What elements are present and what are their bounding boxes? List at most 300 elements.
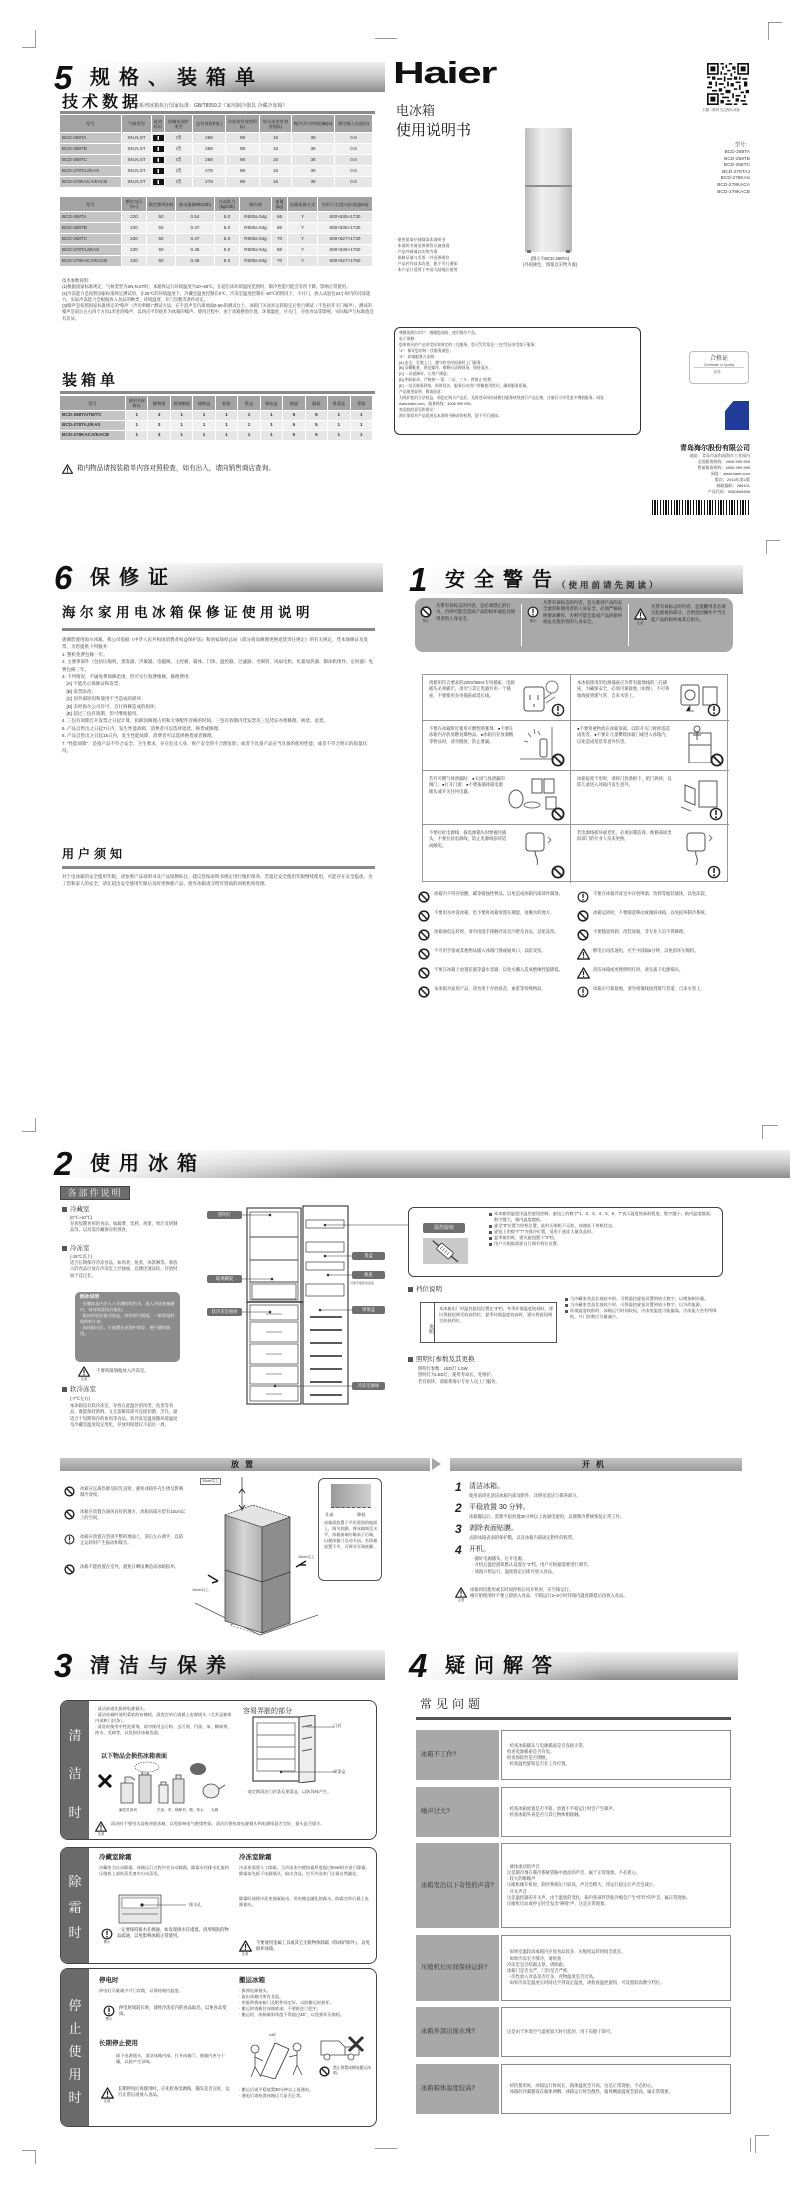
legend-text: 凡带有该标志的内容，是必须禁止的行为，否则可能会造成产品的损坏或危及使用者的人身安全。 bbox=[436, 603, 516, 621]
table-cell: 98 bbox=[226, 133, 260, 143]
certification-badge-icon bbox=[725, 401, 749, 430]
table-cell: 3 bbox=[148, 431, 170, 440]
safety-card-text: 若有可燃气体泄漏时：●关闭气体泄漏的阀门；●打开门窗；●不要拔插冰箱电源插头或开关任何电器。 bbox=[429, 776, 505, 794]
cleaner-label: 碱性洗涤剂 bbox=[119, 1808, 137, 1812]
safety-item-text: 不要用水冲洗冰箱，也不要将冰箱放置在潮湿、易溅水的地方。 bbox=[434, 910, 555, 915]
faq-question: 冰箱不工作? bbox=[416, 1730, 499, 1780]
table-cell: 5.0 bbox=[215, 245, 240, 255]
table-header-cell: 气候类型 bbox=[122, 115, 152, 132]
gear-tips bbox=[565, 1296, 723, 1320]
placement-item-text: 冰箱应远离热源及阳光直射，避免冰箱外壳生锈及影响制冷效果。 bbox=[80, 1486, 184, 1498]
step-number: 4 bbox=[455, 1543, 462, 1557]
long-term-title: 长期停止使用 bbox=[99, 2040, 138, 2047]
open-fridge-illustration bbox=[251, 1715, 335, 1783]
warranty-terms bbox=[62, 636, 374, 755]
lower-label: 降低 bbox=[357, 1512, 366, 1517]
warranty-term: 3. 下列情况，不属免费保修范围，但可实行收费维修，修理费用： bbox=[62, 674, 194, 680]
notice-line: 海尔保留对产品改进及本说明书修改的权利，恕不另行通知。 bbox=[399, 413, 502, 418]
cleaning-instruction: · 清洗时使用中性洗涤剂，请勿使用去污粉、去污剂、汽油、苯、稀释剂、热水、毛刷等，以免损坏冰箱表面。 bbox=[95, 1724, 232, 1735]
moving-prohibition: 禁止倒置或横放搬运冰箱。 bbox=[333, 2066, 371, 2075]
legend-text: 凡带有该标志的内容，是关系到产品的安全使用和使用者的人身安全，必须严格按照要求操作，否则可能会造成产品的损坏或危及使用者的人身安全。 bbox=[543, 600, 623, 625]
side-char: 洁 bbox=[68, 1766, 82, 1781]
table-row bbox=[60, 256, 373, 267]
table-cell: 5 bbox=[283, 411, 305, 420]
legend-label: 禁止 bbox=[422, 619, 430, 623]
table-cell: Y bbox=[288, 212, 318, 222]
table-header-cell: 电源连接方式 bbox=[288, 197, 318, 211]
section-number: 4 bbox=[409, 1647, 428, 1684]
table-row bbox=[60, 223, 373, 234]
step-number: 2 bbox=[455, 1501, 462, 1515]
divider bbox=[62, 866, 375, 869]
quality-certificate bbox=[689, 351, 749, 384]
faq-answer-line: · 如果室温较高或箱内存放食品较多，压缩机运转时间会延长。 bbox=[507, 1949, 626, 1955]
safety-card-text: ●不要将重物放在冰箱顶部，以防开关门时掉落造成伤害。●不要让儿童攀爬冰箱门或进入冰箱内，以免造成窒息等意外伤害。 bbox=[577, 726, 670, 744]
note-paragraph: 技术参数说明： bbox=[62, 278, 93, 283]
model-number: BCD-268TA bbox=[724, 150, 750, 155]
faq-answer-line: 这是制冷剂在制冷系统管路中流动的声音，属于正常现象，不必担心。 bbox=[507, 1869, 641, 1875]
notice-line: [E] 一站式服务到家，即时回访，服务后向用户讲解使用常识，确保服务质量。 bbox=[399, 384, 530, 389]
moving-instruction: · 搬运时，冰箱倾斜角度不得超过45°，以免损坏压缩机。 bbox=[239, 2012, 345, 2017]
table-cell bbox=[152, 155, 165, 165]
safety-item bbox=[418, 985, 568, 1003]
side-char: 霜 bbox=[68, 1900, 82, 1915]
prohibited-icon bbox=[418, 929, 430, 941]
raise-label: 升高 bbox=[325, 1512, 334, 1517]
section-header bbox=[405, 561, 743, 598]
soft-freezer-desc: 本冰箱设有软冷冻室，存放在此温区的肉类、鱼类等食品，既能保持新鲜，又无需解冻即可直接切割、烹饪，最适合于短期保存的鱼肉等食品。软冷冻室温度随环境温度及冷藏室温度设定变化，存放时间建议不超过一周。 bbox=[70, 1403, 178, 1427]
caution-icon bbox=[101, 2087, 114, 2099]
table-cell: 1 bbox=[351, 411, 373, 420]
side-char: 时 bbox=[68, 1925, 82, 1940]
gear-box-text: 本冰箱出厂时温控旋钮设置在“3”档。冬季环境温度较低时，建议将旋钮调至较高档位；夏季环境温度较高时，建议将旋钮调至较低档位。 bbox=[439, 1306, 553, 1323]
caution-icon bbox=[95, 1821, 107, 1832]
table-cell: 1 bbox=[216, 411, 238, 420]
harmful-cleaners-illustration bbox=[95, 1761, 235, 1807]
section-title: 疑问解答 bbox=[445, 1655, 561, 1677]
moving-instruction: · 搬运时请握住冰箱底部，不要抓住门把手。 bbox=[239, 2006, 322, 2011]
company-details bbox=[620, 453, 750, 495]
bottle-rack-note: 可调节瓶座的高度 bbox=[350, 1281, 375, 1285]
startup-caution bbox=[470, 1587, 740, 1600]
table-cell: 0.45 bbox=[176, 245, 215, 255]
table-cell: 16 bbox=[260, 166, 292, 176]
table-cell: I类 bbox=[165, 166, 193, 176]
table-cell: BCD-268TA bbox=[60, 133, 122, 143]
step-title: 平稳放置 30 分钟。 bbox=[469, 1504, 530, 1511]
safety-list-right bbox=[577, 890, 730, 1005]
fridge-defrost-title: 冷藏室除霜 bbox=[99, 1854, 132, 1861]
label-crisper: 果菜盒 bbox=[352, 1306, 385, 1314]
faq-question: 压缩机长时间保持运转? bbox=[416, 1935, 499, 2001]
crisper-label: 果菜盒 bbox=[333, 1769, 346, 1774]
table-cell: 50 bbox=[147, 223, 176, 233]
table-cell: 16 bbox=[260, 133, 292, 143]
table-cell: BCD-278TAJ/KAS bbox=[60, 166, 122, 176]
table-cell: 600×635×1730 bbox=[318, 223, 373, 233]
safety-item-text: 冰箱通电运转时，请勿用湿手接触冷冻室内壁及食品，以免冻伤。 bbox=[434, 929, 559, 934]
legend-text: 凡带有该标志的内容，是提醒用者必须引起重视的部分，否则会因操作不当引起产品的损坏或其它损失。 bbox=[651, 604, 726, 622]
placement-item-text: 冰箱不能放置在室外，避免日晒雨淋造成冰箱损坏。 bbox=[80, 1564, 179, 1569]
placement-item bbox=[64, 1533, 186, 1551]
table-cell: 16 bbox=[260, 177, 292, 187]
section-title: 规格、装箱单 bbox=[90, 67, 264, 89]
thermostat-knob-image bbox=[423, 1238, 468, 1264]
bullet-item: · 本说明书请妥善保管以备查阅 bbox=[395, 243, 450, 248]
safety-card bbox=[423, 825, 571, 883]
faq-answer bbox=[501, 1843, 731, 1928]
safety-card bbox=[571, 825, 729, 883]
table-cell: Y bbox=[288, 256, 318, 266]
thermostat-instruction: 旋钮上的数字“7”为强冷位置，适用于速冻大量食品时。 bbox=[489, 1229, 717, 1235]
table-header-cell: 噪声(声功率级)dB(A) bbox=[292, 115, 335, 132]
table-header-cell: 果菜盒 bbox=[328, 396, 350, 410]
table-cell: R600a 54g bbox=[240, 212, 272, 222]
certificate-inspector: 检验： bbox=[713, 370, 725, 374]
faq-answer-line: 冷冻室是否结霜太厚，请除霜。 bbox=[507, 1961, 568, 1967]
cleaner-label: 汽油、苯、稀释剂、酸、热水 bbox=[157, 1808, 204, 1812]
table-header-row bbox=[60, 115, 373, 133]
fridge-compartment-desc: 存放短期食用的食品，如蔬菜、饮料、鸡蛋、果汁及奶制品等，以及需冷藏保存的熟食。 bbox=[70, 1221, 178, 1233]
table-cell: 600×627×1730 bbox=[318, 234, 373, 244]
safety-illustration-grid bbox=[422, 674, 728, 882]
damage-warning-title: 以下物品会损伤冰箱表面 bbox=[101, 1754, 168, 1760]
tech-table-2 bbox=[60, 197, 373, 267]
certificate-title: 合格证 bbox=[709, 356, 728, 362]
fridge-defrost-text: 冷藏室为自动除霜，冰箱运行过程中会自动除霜，除霜水经排水孔流到压缩机上部的蒸发皿中自动蒸发。 bbox=[99, 1865, 229, 1876]
placement-item bbox=[64, 1508, 186, 1526]
side-char: 使 bbox=[68, 2044, 82, 2059]
prohibited-icon bbox=[551, 865, 565, 879]
product-name: 电冰箱 bbox=[396, 103, 436, 118]
table-cell: R600a 54g bbox=[240, 234, 272, 244]
safety-card bbox=[571, 675, 729, 721]
faq-answer bbox=[501, 1935, 731, 2001]
user-notice-text: 对于电冰箱的安全使用年限，请参照产品说明书及产品铭牌标注。建议您按说明书规定进行维护保养，若超过安全使用年限继续使用，可能存在安全隐患。为了您和家人的安全，请在超出安全使用年限后及时更换新产品，废弃冰箱请交给有资质的回收机构处理。 bbox=[62, 874, 373, 886]
warning-icon bbox=[577, 986, 589, 998]
table-cell: 220 bbox=[122, 223, 147, 233]
faq-answer-line: · 如果冷冻室不够冷，请检查： bbox=[507, 1955, 566, 1961]
safety-card bbox=[571, 771, 729, 825]
freezer-defrost-text: 冷冻室需要人工除霜，当冷冻室内壁结霜厚度超过5mm时应进行除霜。除霜前先拔下电源插头，取出食品，打开冷冻室门让霜自然融化。 bbox=[239, 1865, 370, 1876]
leveling-text: 冰箱需放置于平坦坚固的地面上，调节底脚，将冰箱调至水平，冰箱前端应略高于后端，以便冰箱门自动关闭。若冰箱放置不平，可调节可调底脚。 bbox=[324, 1520, 378, 1549]
thermostat-box bbox=[408, 1207, 723, 1277]
model-number: BCD-278KAS bbox=[720, 176, 750, 182]
table-cell: 1 bbox=[238, 411, 260, 420]
table-cell: SN,N,ST bbox=[122, 155, 152, 165]
table-header-cell: 型号 bbox=[60, 396, 126, 410]
table-cell: BCD-278KACA/KACB bbox=[60, 256, 122, 266]
safety-item-text: 不要在冰箱冷冻室中存放啤酒、饮料等瓶装液体，以免冻裂。 bbox=[593, 891, 710, 896]
warning-icon bbox=[707, 865, 721, 879]
soft-freezer-temp: (-7℃左右) bbox=[70, 1396, 91, 1401]
table-cell: BCD-278KACA/KACB bbox=[60, 431, 126, 440]
caution-icon bbox=[634, 608, 647, 620]
warranty-term: [C] 因外部原因和使用不当造成的损坏； bbox=[62, 696, 146, 702]
caution-icon bbox=[239, 1940, 252, 1952]
page-warranty bbox=[0, 540, 395, 940]
warning-icon bbox=[707, 703, 721, 717]
page-specifications bbox=[0, 0, 390, 530]
section-header bbox=[50, 559, 383, 596]
page-faq bbox=[395, 1640, 802, 2193]
thermostat-instructions bbox=[489, 1211, 717, 1247]
company-name: 青岛海尔股份有限公司 bbox=[680, 445, 750, 452]
label-lamp: 照明灯 bbox=[207, 1211, 242, 1219]
truck-prohibited-illustration bbox=[319, 2033, 367, 2063]
model-list bbox=[680, 150, 750, 196]
fridge-base-image bbox=[331, 1484, 371, 1508]
moving-instruction: · 取出冰箱内所有食品。 bbox=[239, 1994, 284, 1999]
table-cell: BCD-268TA bbox=[60, 212, 122, 222]
table-cell bbox=[152, 166, 165, 176]
table-cell: 600×627×1750 bbox=[318, 256, 373, 266]
caution-icon bbox=[455, 1587, 467, 1598]
step-desc: 冰箱搬运后，需要平稳放置30分钟以上再通电使用，以便制冷系统恢复正常工作。 bbox=[469, 1514, 625, 1519]
faq-answer bbox=[501, 2064, 731, 2114]
fridge-compartment-temp: (0℃~10℃) bbox=[70, 1215, 93, 1220]
table-cell: I类 bbox=[165, 133, 193, 143]
warning-label: 警示 bbox=[103, 1940, 111, 1944]
faq-question: 冰箱箱体温度较高? bbox=[416, 2064, 499, 2114]
company-detail-line: 网址：www.haier.com bbox=[711, 471, 750, 476]
warranty-term: [A] 不能出示保修证和发票； bbox=[62, 681, 123, 687]
note-paragraph: (3)噪声是按照国家标准规定的“噪声（声功率级）”测试方法，在半消声室内离地面0.5m的测试台上，冰箱门关闭并运转稳定后进行测试（不包括开关门噪声）。测试的噪声是前后左右四个方向1米处的噪声，以四点平均值作为冰箱的噪声。使用过程中，由于冰箱摆放位置、环境温度、开关门、存放食品等影响，实际噪声与标准值会有差异。 bbox=[62, 303, 374, 321]
step-title: 剥除表面贴膜。 bbox=[469, 1525, 518, 1532]
table-cell: 1 bbox=[328, 421, 350, 430]
safety-item-text: 本冰箱为家用产品，请勿用于存放疫苗、血浆等特殊物品。 bbox=[434, 986, 546, 991]
dirty-parts-note: · 请定期清洁门封条及果菜盒，以防异味产生。 bbox=[245, 1789, 332, 1794]
table-cell: 5 bbox=[306, 411, 328, 420]
side-char: 用 bbox=[68, 2067, 82, 2082]
faq-answer-line: · 较大的嗡嗡声 bbox=[507, 1876, 536, 1882]
table-cell: 50 bbox=[147, 212, 176, 222]
table-row bbox=[60, 234, 373, 245]
table-cell: I类 bbox=[165, 177, 193, 187]
ice-step: · 冰块取出后，可放置在冰袋中保存，便于随时取用。 bbox=[80, 1325, 171, 1337]
table-cell: 5.0 bbox=[215, 234, 240, 244]
table-row bbox=[60, 245, 373, 256]
section-title: 安全警告 bbox=[445, 569, 561, 591]
lamp-info-line: 若有损坏，请联系海尔专业人员上门服务。 bbox=[418, 1378, 500, 1384]
section-number: 6 bbox=[54, 559, 73, 596]
safety-item bbox=[577, 947, 730, 965]
cleaning-caution: 清洁时不要用水直接冲洗冰箱，以免影响电气绝缘性能；清洁后要检查电源插头和电源线是否完好，插头是否插牢。 bbox=[111, 1821, 325, 1826]
label-glass-shelf: 玻璃搁架 bbox=[207, 1275, 242, 1283]
bullet-item: · 产品外观请以实物为准 bbox=[395, 249, 438, 254]
notice-line: 您所购买的产品享受国家规定的三包服务，您可凭发票及“三包”凭证享受如下服务： bbox=[399, 342, 539, 347]
caution-icon bbox=[62, 464, 73, 474]
prohibited-icon bbox=[64, 1486, 75, 1497]
placement-item-text: 冰箱应放置在坚固平整的地面上，前后左右调平，以防止运转时产生振动和噪音。 bbox=[80, 1534, 184, 1546]
caution-icon bbox=[78, 1366, 90, 1377]
tech-notes bbox=[62, 278, 374, 322]
warranty-term: 5. 产品自售出之日起7日内，发生性能故障，消费者可以选择退货、换货或修理。 bbox=[62, 725, 223, 731]
ice-making-title: 制冰说明 bbox=[80, 1295, 100, 1300]
faq-answer-line: 检查保险丝是否熔断。 bbox=[507, 1755, 550, 1760]
notice-line: [C] 一次就修好，让用户满意； bbox=[399, 372, 451, 377]
table-cell: 278 bbox=[193, 177, 226, 187]
thermostat-instruction: 旋至“0”位置为停机位置，此时压缩机不运转，冰箱处于停机状态。 bbox=[489, 1223, 717, 1229]
after-moving-instructions bbox=[239, 2087, 371, 2099]
prohibited-icon bbox=[418, 910, 430, 922]
label-bottle-rack: 瓶座 bbox=[352, 1271, 385, 1279]
section-header bbox=[405, 1647, 738, 1684]
table-cell: 1 bbox=[193, 421, 215, 430]
table-cell: 5 bbox=[306, 431, 328, 440]
notice-line: 欢迎您的意见和建议！ bbox=[399, 407, 437, 412]
safety-item-text: 不要随意拆卸、改装冰箱，非专业人员不得修理。 bbox=[593, 929, 688, 934]
safety-item-text: 冰箱应可靠接地，请勿将地线接到煤气管道、自来水管上。 bbox=[593, 986, 705, 991]
tech-table-1 bbox=[60, 115, 373, 188]
table-header-cell: 软冷冻室有效容积(L) bbox=[260, 115, 292, 132]
table-header-cell: 耗电量(kWh/24h) bbox=[176, 197, 215, 211]
safety-card bbox=[571, 721, 729, 771]
prohibited-icon bbox=[64, 1564, 75, 1575]
prohibited-icon bbox=[418, 967, 430, 979]
safety-item bbox=[418, 947, 568, 965]
table-cell: 1 bbox=[328, 411, 350, 420]
table-cell: 5 bbox=[306, 421, 328, 430]
caution-line: 冰箱初次使用或长时间停机后再开机时，应空箱运行。 bbox=[470, 1587, 574, 1592]
legend-label: 注意 bbox=[636, 621, 644, 625]
table-cell: SN,N,ST bbox=[122, 133, 152, 143]
table-cell: 1 bbox=[171, 431, 193, 440]
table-cell: 0.45 bbox=[176, 256, 215, 266]
company-detail-line: 产品代码：0060808455 bbox=[707, 489, 750, 494]
table-cell: 5.0 bbox=[215, 212, 240, 222]
table-cell: 0.47 bbox=[176, 234, 215, 244]
prohibited-icon bbox=[710, 753, 724, 767]
table-cell: 220 bbox=[122, 212, 147, 222]
table-cell: 1 bbox=[261, 431, 283, 440]
bullet-item: · 本产品只适用于中国大陆地区使用 bbox=[395, 267, 458, 272]
faq-heading: 常见问题 bbox=[420, 1697, 485, 1711]
arrow-right-icon bbox=[432, 1458, 441, 1470]
table-header-cell: 冷冻能力(kg/24h) bbox=[215, 197, 240, 211]
safety-item bbox=[577, 966, 730, 984]
side-char: 清 bbox=[68, 1728, 82, 1743]
table-cell: 98 bbox=[226, 166, 260, 176]
faq-answer bbox=[501, 1730, 731, 1780]
faq-answer-line: · 检查冰箱外表是否与其它物体相接触。 bbox=[507, 1812, 583, 1817]
tilted-carry-illustration bbox=[241, 2035, 316, 2079]
table-cell: R600a 54g bbox=[240, 245, 272, 255]
table-header-row bbox=[60, 396, 373, 411]
ice-making-steps bbox=[80, 1301, 175, 1338]
table-cell bbox=[152, 133, 165, 143]
image-caption bbox=[500, 256, 600, 268]
side-char: 停 bbox=[68, 1998, 82, 2013]
table-header-cell: 额定输入电流(A) bbox=[335, 115, 373, 132]
fridge-foot bbox=[566, 250, 570, 253]
table-cell: BCD-268TB bbox=[60, 144, 122, 154]
startup-bar: 开机 bbox=[450, 1458, 742, 1471]
table-cell: 70 bbox=[272, 256, 288, 266]
safety-item bbox=[577, 985, 730, 1003]
table-cell: 268 bbox=[193, 144, 226, 154]
table-cell: 5.0 bbox=[215, 256, 240, 266]
table-header-cell: 搁物架 bbox=[148, 396, 170, 410]
table-cell: 98 bbox=[226, 144, 260, 154]
company-detail-line: 邮政编码：266101 bbox=[716, 483, 750, 488]
table-cell: 1 bbox=[351, 421, 373, 430]
warranty-term: 感谢您使用海尔冰箱。我公司依据《中华人民共和国消费者权益保护法》和国家质检总局《部分商品修理更换退货责任规定》的有关规定，凭本保修证及发票，为您提供下列服务： bbox=[62, 637, 368, 650]
divider bbox=[60, 111, 375, 114]
table-cell: 16 bbox=[260, 144, 292, 154]
company-detail-line: 地址：青岛市高科园海尔工业园内 bbox=[690, 453, 750, 458]
warning-label: 警示 bbox=[105, 2017, 113, 2021]
notice-line: [A] 安全、礼貌上门，遵守约定时间准时上门服务； bbox=[399, 360, 485, 365]
lamp-info-line: 照明灯为LED灯，使用寿命长，免维护。 bbox=[418, 1372, 496, 1378]
power-outage-warning: 停电时间较长时，请将冷冻室内的食品取出，以免食品变质。 bbox=[119, 2005, 227, 2017]
table-header-cell: 制冰盒 bbox=[261, 396, 283, 410]
warranty-term: 1. 整机免费包修一年。 bbox=[62, 651, 108, 657]
door-seal-label: 门封 bbox=[333, 1723, 342, 1728]
freezer-compartment-heading: 冷冻室 bbox=[62, 1245, 90, 1252]
table-cell: 5.0 bbox=[215, 223, 240, 233]
faq-answer-line: 冰箱门是否关严，门封是否严密。 bbox=[507, 1968, 572, 1973]
table-cell: 50 bbox=[147, 234, 176, 244]
moving-instruction: · 拔掉电源插头。 bbox=[239, 1988, 271, 1993]
power-outage-text: 停电后尽量减少开门次数，以保持箱内温度。 bbox=[99, 1988, 183, 1993]
faq-answer-line: 压缩机刚开机时，制冷系统压力较高，声音会稍大，待运行稳定后声音会减小。 bbox=[507, 1882, 658, 1888]
faq-answer-line: · 检查温控旋钮是否在工作位置。 bbox=[507, 1761, 570, 1767]
dirty-parts-title: 容易弄脏的部分 bbox=[243, 1708, 292, 1715]
safety-card-text: 若电源线损坏或老化，必须由制造商、维修部或类似部门的专业人员来更换。 bbox=[577, 830, 672, 842]
table-cell: 600×636×1750 bbox=[318, 245, 373, 255]
safety-item-text: 不可用手指或其他物品插入冰箱门缝或通风口，以防受伤。 bbox=[434, 948, 546, 953]
safety-card-text: 不要拉扯电源线：拔电源插头时要握住插头，不要拉扯电源线，防止电源线损坏造成触电。 bbox=[429, 830, 507, 848]
table-cell: 220 bbox=[122, 245, 147, 255]
table-cell: 16 bbox=[260, 155, 292, 165]
table-header-cell: 隔板 bbox=[306, 396, 328, 410]
table-row bbox=[60, 133, 373, 144]
packing-table bbox=[60, 396, 373, 441]
notice-line: [D] 明码标价，严格按“一票、二证、三卡、两禁止”收费； bbox=[399, 378, 495, 383]
qr-caption: 扫描二维码 关注海尔冰箱 bbox=[702, 108, 740, 112]
safety-item bbox=[577, 890, 730, 908]
placement-bar: 放置 bbox=[60, 1458, 430, 1471]
moving-title: 搬运冰箱 bbox=[239, 1977, 265, 1984]
moving-instructions bbox=[239, 1988, 371, 2018]
table-header-cell: 总有效容积(L) bbox=[193, 115, 226, 132]
defrost-box bbox=[60, 1847, 377, 1964]
section-title: 使用冰箱 bbox=[90, 1153, 206, 1175]
after-moving-instruction: · 通电后请检查冰箱运行是否正常。 bbox=[239, 2093, 305, 2098]
table-header-cell: 额定频率(Hz) bbox=[147, 197, 176, 211]
table-cell: 3 bbox=[148, 421, 170, 430]
user-notice-heading: 用户须知 bbox=[62, 847, 127, 861]
warning-icon bbox=[103, 2005, 115, 2017]
faq-answer-line: 检查电源插座是否有电。 bbox=[507, 1748, 555, 1754]
warning-icon bbox=[101, 1928, 113, 1940]
table-cell: 1 bbox=[238, 431, 260, 440]
table-cell: 0.8 bbox=[335, 166, 373, 176]
section-number: 2 bbox=[54, 1145, 73, 1182]
table-cell: 268 bbox=[193, 155, 226, 165]
faq-answer-line: · 初次使用时，冰箱运行时间长，箱体温度会升高，这是正常现象，不必担心。 bbox=[507, 2082, 656, 2088]
table-cell: Y bbox=[288, 245, 318, 255]
table-cell: 1 bbox=[351, 431, 373, 440]
table-cell: I类 bbox=[165, 144, 193, 154]
page-safety-warnings bbox=[395, 540, 802, 1020]
model-label: 型号： bbox=[734, 142, 750, 148]
section-number: 1 bbox=[409, 561, 428, 598]
warranty-term: 6. 产品自售出之日起15日内，发生性能故障，消费者可以选择换货或者修理。 bbox=[62, 733, 217, 739]
placement-item bbox=[64, 1485, 186, 1503]
prohibited-icon bbox=[551, 753, 565, 767]
